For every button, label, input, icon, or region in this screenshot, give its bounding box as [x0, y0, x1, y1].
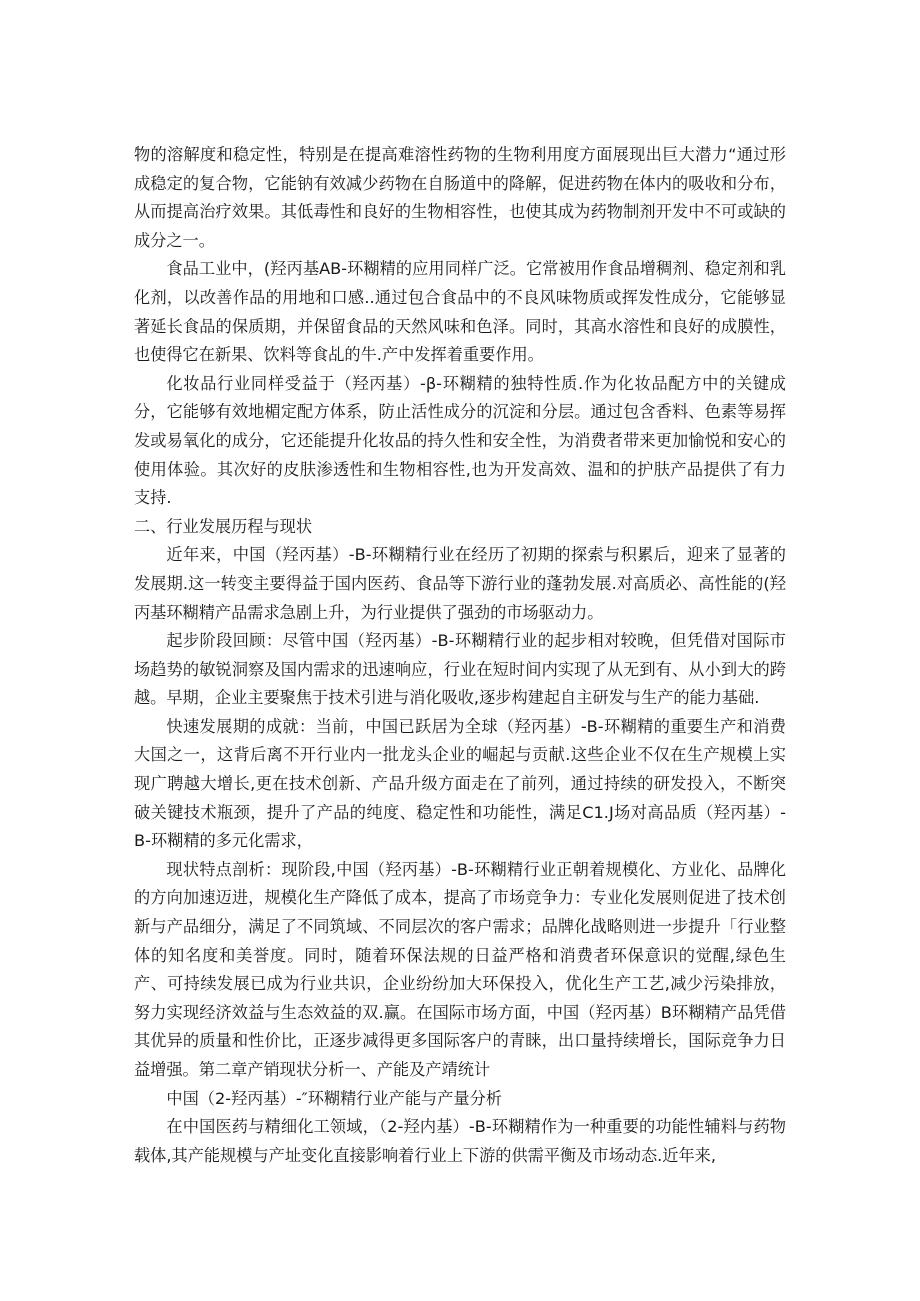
paragraph-capacity-intro: 在中国医药与精细化工领域，（2-羟内基）-B-环糊精作为一种重要的功能性辅料与药物载体,其产能规模与产址变化直接影响着行业上下游的供需平衡及市场动态.近年来, — [134, 1117, 786, 1165]
paragraph-current-status-analysis: 现状特点剖析：现阶段,中国（羟丙基）-B-环糊精行业正朝着规模化、方业化、品牌化的方向加速迈进，规模化生产降低了成本，提高了市场竞争力：专业化发展则促进了技术创新与产品细分，满足了不同筑域、不同层次的客户需求；品牌化战略则进一步提升「行业整体的知名度和美誉度。同时，随着环保法规的日益严格和消费者环保意识的觉醒,绿色生产、可持续发展已成为行业共识，企业纷纷加大环保投入，优化生产工艺,减少污染排放，努力实现经济效益与生态效益的双.赢。在国际市场方面，中国（羟丙基）B环糊精产品凭借其优异的质量和性价比，正逐步减得更多国际客户的青睐，出口量持续增长，国际竞争力日益增强。第二章产销现状分析一、产能及产靖统计 — [134, 859, 786, 1079]
document-body — [134, 141, 786, 1170]
paragraph-rapid-growth-achievements: 快速发展期的成就：当前，中国已跃居为全球（羟丙基）-B-环糊精的重要生产和消费大国之一，这背后离不开行业内一批龙头企业的崛起与贡献.这些企业不仅在生产规模上实现广聘越大增长,更在技术创新、产品升级方面走在了前列，通过持续的研发投入，不断突破关键技术瓶颈，提升了产品的纯度、稳定性和功能性，满足C1.J场对高品质（羟丙基）-B-环糊精的多元化需求， — [134, 716, 786, 851]
paragraph-food-industry: 食品工业中，(羟丙基AB-环糊精的应用同样广泛。它常被用作食品增稠剂、稳定剂和乳化剂，以改善作品的用地和口感..通过包合食品中的不良风味物质或挥发性成分，它能够显著延长食品的保质期，并保留食品的天然风味和色泽。同时，其高水溶性和良好的成膜性，也使得它在新果、饮料等食乩的牛.产中发挥着重要作用。 — [134, 259, 786, 365]
paragraph-pharma-continuation: 物的溶解度和稳定性，特别是在提高难溶性药物的生物利用度方面展现出巨大潜力“通过形成稳定的复合物，它能钠有效减少药物在自肠道中的降解，促进药物在体内的吸收和分布，从而提高治疗效果。其低毒性和良好的生物相容性，也使其成为药物制剂开发中不可或缺的成分之一。 — [134, 145, 786, 250]
paragraph-capacity-output-title: 中国（2-羟丙基）-″环糊精行业产能与产量分析 — [166, 1088, 502, 1108]
paragraph-early-stage-review: 起步阶段回顾：尽管中国（羟丙基）-B-环糊精行业的起步相对较晚，但凭借对国际市场趋势的敏锐洞察及国内需求的迅速响应，行业在短时间内实现了从无到有、从小到大的跨越。早期，企业主要聚焦于技术引进与消化吸收,逐步构建起自主研发与生产的能力基础. — [134, 631, 786, 708]
paragraph-recent-development: 近年来，中国（羟丙基）-B-环糊精行业在经历了初期的探索与积累后，迎来了显著的发展期.这一转变主要得益于国内医药、食品等下游行业的蓬勃发展.对高质必、高性能的(羟丙基环糊精产品需求急剧上升，为行业提供了强劲的市场驱动力。 — [134, 545, 786, 622]
section-heading-industry-history: 二、行业发展历程与现状 — [134, 516, 313, 536]
paragraph-cosmetics-industry: 化妆品行业同样受益于（羟丙基）-β-环糊精的独特性质.作为化妆品配方中的关键成分，它能够有效地楣定配方体系，防止活性成分的沉淀和分层。通过包含香料、色素等易挥发或易氧化的成分，它还能提升化妆品的持久性和安全性，为消费者带来更加愉悦和安心的使用体验。其次好的皮肤渗透性和生物相容性,也为开发高效、温和的护肤产品提供了有力支持. — [134, 373, 786, 508]
